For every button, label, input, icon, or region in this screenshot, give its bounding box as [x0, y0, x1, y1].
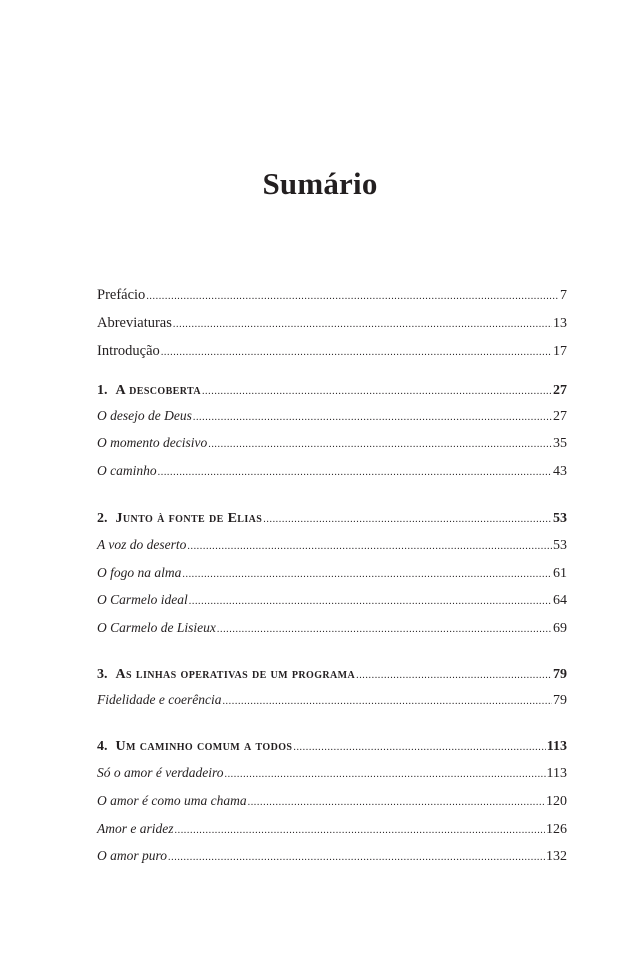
- toc-entry-label: Prefácio: [97, 287, 146, 303]
- dot-leader: [293, 737, 545, 759]
- toc-entry-page: 35: [553, 436, 567, 451]
- dot-leader: [168, 847, 545, 869]
- toc-entry-page: 113: [546, 766, 567, 781]
- toc-section-label: O amor é como uma chama: [97, 793, 247, 808]
- toc-section-label: O Carmelo de Lisieux: [97, 620, 216, 635]
- dot-leader: [224, 764, 545, 786]
- toc-section[interactable]: [97, 460, 567, 482]
- toc-chapter-label: [97, 380, 201, 402]
- toc-section-label: Amor e aridez: [97, 821, 174, 836]
- toc-entry-page: 79: [553, 667, 567, 682]
- toc-entry-page: 64: [553, 593, 567, 608]
- toc-chapter-1[interactable]: [97, 380, 567, 402]
- toc-section-label: O momento decisivo: [97, 435, 208, 450]
- toc-section[interactable]: [97, 405, 567, 427]
- dot-leader: [158, 462, 552, 484]
- toc-section-label: A voz do deserto: [97, 537, 187, 552]
- toc-entry-label: Introdução: [97, 343, 160, 359]
- toc-entry-page: 79: [553, 693, 567, 708]
- toc-entry-page: 53: [553, 538, 567, 553]
- dot-leader: [146, 286, 559, 308]
- toc-section[interactable]: [97, 562, 567, 584]
- dot-leader: [217, 619, 552, 641]
- toc-section-label: Só o amor é verdadeiro: [97, 765, 224, 780]
- toc-section-label: O desejo de Deus: [97, 408, 192, 423]
- toc-section[interactable]: [97, 589, 567, 611]
- toc-section-label: O amor puro: [97, 848, 168, 863]
- dot-leader: [187, 536, 552, 558]
- toc-section[interactable]: [97, 617, 567, 639]
- toc-entry-page: 53: [553, 511, 567, 526]
- chapter-title: Um caminho comum a todos: [115, 739, 293, 754]
- chapter-title: A descoberta: [115, 383, 201, 398]
- toc-chapter-3[interactable]: [97, 664, 567, 686]
- dot-leader: [175, 820, 546, 842]
- toc-entry-page: 7: [560, 288, 567, 303]
- chapter-title: As linhas operativas de um programa: [115, 667, 356, 682]
- dot-leader: [182, 564, 552, 586]
- dot-leader: [356, 665, 552, 687]
- toc-entry-prefacio[interactable]: [97, 284, 567, 306]
- chapter-number: 4.: [97, 739, 108, 754]
- dot-leader: [173, 314, 552, 336]
- chapter-title: Junto à fonte de Elias: [115, 511, 263, 526]
- toc-entry-page: 17: [553, 344, 567, 359]
- toc-entry-page: 120: [546, 794, 567, 809]
- toc-entry-page: 126: [546, 822, 567, 837]
- dot-leader: [263, 509, 552, 531]
- toc-entry-page: 61: [553, 566, 567, 581]
- toc-chapter-2[interactable]: [97, 508, 567, 530]
- toc-entry-label: Abreviaturas: [97, 315, 172, 331]
- toc-entry-page: 113: [546, 739, 567, 754]
- toc-section[interactable]: [97, 845, 567, 867]
- toc-section[interactable]: [97, 534, 567, 556]
- toc-section-label: O Carmelo ideal: [97, 592, 188, 607]
- dot-leader: [161, 342, 552, 364]
- dot-leader: [193, 407, 552, 429]
- toc-entry-page: 27: [553, 409, 567, 424]
- toc-entry-page: 27: [553, 383, 567, 398]
- toc-entry-introducao[interactable]: [97, 340, 567, 362]
- toc-entry-page: 132: [546, 849, 567, 864]
- toc-section[interactable]: [97, 818, 567, 840]
- toc-section-label: O fogo na alma: [97, 565, 182, 580]
- chapter-number: 2.: [97, 511, 108, 526]
- chapter-number: 3.: [97, 667, 108, 682]
- dot-leader: [248, 792, 545, 814]
- toc-entry-page: 69: [553, 621, 567, 636]
- dot-leader: [202, 381, 552, 403]
- toc-entry-abreviaturas[interactable]: [97, 312, 567, 334]
- dot-leader: [222, 691, 552, 713]
- toc-chapter-label: [97, 508, 262, 530]
- toc-entry-page: 13: [553, 316, 567, 331]
- toc-entry-page: 43: [553, 464, 567, 479]
- toc-section[interactable]: [97, 689, 567, 711]
- page-title: Sumário: [262, 166, 378, 201]
- toc-chapter-4[interactable]: [97, 736, 567, 758]
- toc-chapter-label: [97, 664, 355, 686]
- dot-leader: [208, 434, 552, 456]
- chapter-number: 1.: [97, 383, 108, 398]
- dot-leader: [189, 591, 552, 613]
- toc-section-label: O caminho: [97, 463, 157, 478]
- toc-section-label: Fidelidade e coerência: [97, 692, 222, 707]
- toc-section[interactable]: [97, 762, 567, 784]
- toc-section[interactable]: [97, 790, 567, 812]
- toc-chapter-label: [97, 736, 292, 758]
- toc-section[interactable]: [97, 432, 567, 454]
